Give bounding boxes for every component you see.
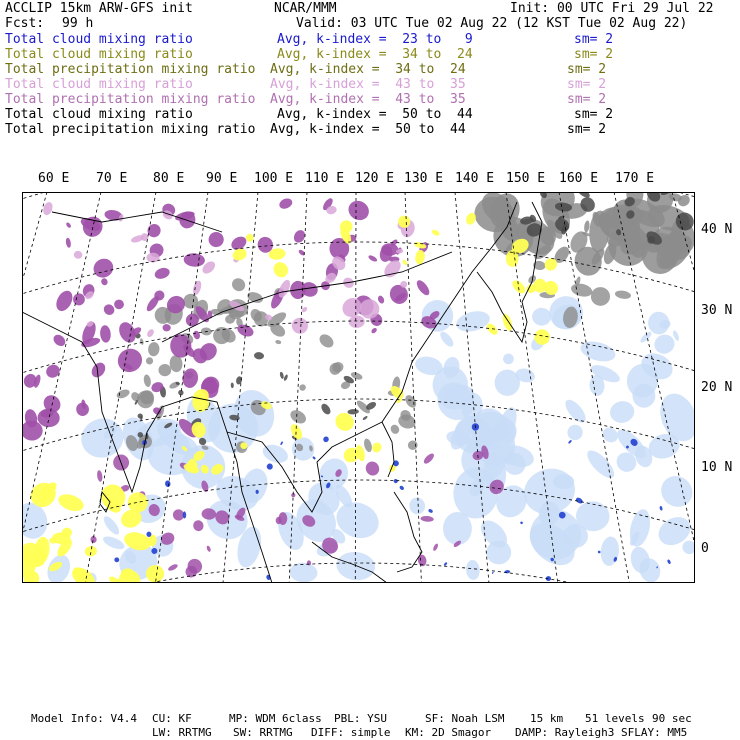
field-avg: Avg, k-index = 50 to 44 [270,122,466,137]
lat-label: 30 N [701,303,733,318]
field-sm: sm= 2 [567,62,607,77]
yellow-shade [146,565,164,582]
lon-label: 80 E [153,171,185,186]
timestep: 90 sec [652,712,692,725]
field-avg: Avg, k-index = 34 to 24 [270,62,466,77]
field-avg: Avg, k-index = 50 to 44 [277,107,473,122]
lon-label: 150 E [506,171,546,186]
purple-shade [278,512,287,525]
lon-label: 120 E [355,171,395,186]
lon-label: 70 E [96,171,128,186]
cu-scheme: CU: KF [152,712,192,725]
fcst-value: 99 h [62,16,94,31]
lat-label: 40 N [701,222,733,237]
lw-scheme: LW: RRTMG [152,726,212,739]
model-title: ACCLIP 15km ARW-GFS init [5,1,193,16]
field-avg: Avg, k-index = 43 to 35 [270,92,466,107]
field-avg: Avg, k-index = 43 to 35 [270,77,466,92]
lat-label: 0 [701,541,709,556]
sflay-scheme: SFLAY: MM5 [621,726,688,739]
forecast-map [22,192,695,583]
valid-time: Valid: 03 UTC Tue 02 Aug 22 (12 KST Tue 02 Aug 22) [296,16,688,31]
lon-label: 170 E [615,171,655,186]
sw-scheme: SW: RRTMG [233,726,293,739]
mp-scheme: MP: WDM 6class [229,712,322,725]
lon-label: 90 E [206,171,238,186]
lat-label: 20 N [701,380,733,395]
field-name: Total precipitation mixing ratio [5,92,256,107]
damp-scheme: DAMP: Rayleigh3 [515,726,615,739]
field-sm: sm= 2 [567,122,607,137]
diff-scheme: DIFF: simple [311,726,391,739]
field-sm: sm= 2 [567,92,607,107]
resolution: 15 km [530,712,564,725]
field-avg: Avg, k-index = 23 to 9 [277,32,473,47]
sf-scheme: SF: Noah LSM [425,712,505,725]
field-sm: sm= 2 [574,32,614,47]
km-scheme: KM: 2D Smagor [405,726,492,739]
levels: 51 levels [585,712,645,725]
field-name: Total cloud mixing ratio [5,77,193,92]
field-name: Total precipitation mixing ratio [5,62,256,77]
lon-label: 60 E [38,171,70,186]
field-avg: Avg, k-index = 34 to 24 [277,47,473,62]
field-sm: sm= 2 [574,47,614,62]
lon-label: 100 E [254,171,294,186]
field-name: Total cloud mixing ratio [5,32,193,47]
field-name: Total cloud mixing ratio [5,107,193,122]
lon-label: 130 E [404,171,444,186]
pbl-scheme: PBL: YSU [334,712,387,725]
lon-label: 160 E [559,171,599,186]
field-name: Total precipitation mixing ratio [5,122,256,137]
center-label: NCAR/MMM [274,1,337,16]
init-time: Init: 00 UTC Fri 29 Jul 22 [510,1,714,16]
field-name: Total cloud mixing ratio [5,47,193,62]
field-sm: sm= 2 [567,77,607,92]
model-info: Model Info: V4.4 [31,712,137,725]
fcst-label: Fcst: [5,16,45,31]
lon-label: 140 E [455,171,495,186]
lat-label: 10 N [701,460,733,475]
field-sm: sm= 2 [574,107,614,122]
lon-label: 110 E [305,171,345,186]
